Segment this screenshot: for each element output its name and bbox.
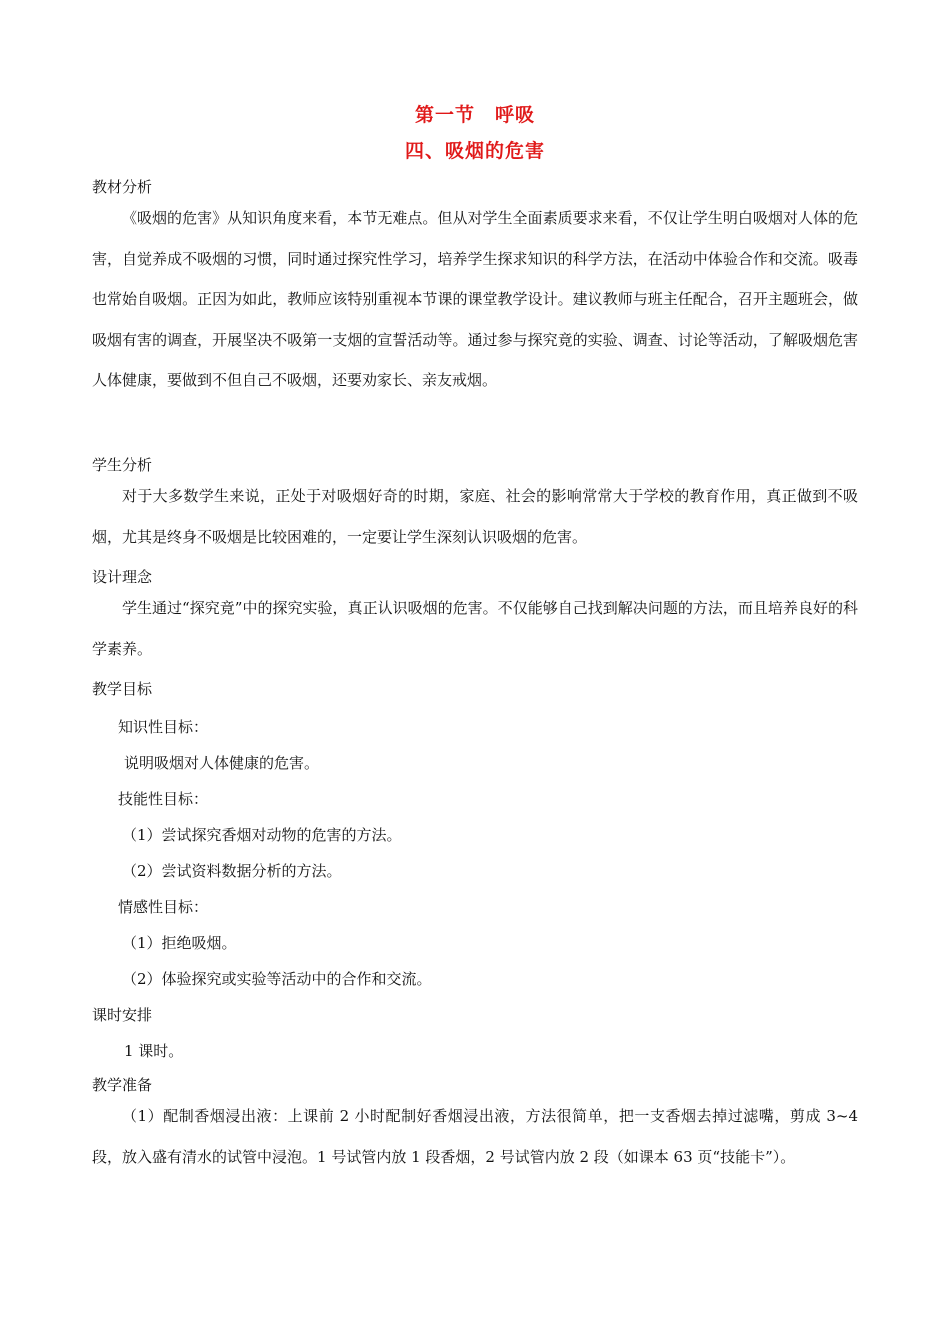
emotion-goal-item: （2）体验探究或实验等活动中的合作和交流。 <box>122 970 432 988</box>
schedule-heading: 课时安排 <box>92 1006 153 1024</box>
material-paragraph: 《吸烟的危害》从知识角度来看，本节无难点。但从对学生全面素质要求来看，不仅让学生明白吸烟对人体的危害，自觉养成不吸烟的习惯，同时通过探究性学习，培养学生探求知识的科学方法，在活动中体验合作和交流。吸毒也常始自吸烟。正因为如此，教师应该特别重视本节课的课堂教学设计。建议教师与班主任配合，召开主题班会，做吸烟有害的调查，开展坚决不吸第一支烟的宣誓活动等。通过参与探究竟的实验、调查、讨论等活动，了解吸烟危害人体健康，要做到不但自己不吸烟，还要劝家长、亲友戒烟。 <box>92 209 858 389</box>
student-heading: 学生分析 <box>92 456 153 474</box>
design-paragraph: 学生通过“探究竟”中的探究实验，真正认识吸烟的危害。不仅能够自己找到解决问题的方法，而且培养良好的科学素养。 <box>92 599 858 658</box>
knowledge-goal-label: 知识性目标： <box>118 718 209 736</box>
goals-heading: 教学目标 <box>92 680 153 698</box>
material-heading: 教材分析 <box>92 178 153 196</box>
emotion-goal-label: 情感性目标： <box>118 898 209 916</box>
knowledge-goal-item: 说明吸烟对人体健康的危害。 <box>124 754 320 772</box>
prep-heading: 教学准备 <box>92 1076 153 1094</box>
schedule-text: 1 课时。 <box>124 1042 184 1060</box>
section-title: 四、吸烟的危害 <box>404 140 545 162</box>
emotion-goal-item: （1）拒绝吸烟。 <box>122 934 237 952</box>
skill-goal-label: 技能性目标： <box>118 790 209 808</box>
prep-paragraph: （1）配制香烟浸出液：上课前 2 小时配制好香烟浸出液，方法很简单，把一支香烟去掉过滤嘴，剪成 3~4 段，放入盛有清水的试管中浸泡。1 号试管内放 1 段香烟，2 号试管内放 2 段（如课本 63 页“技能卡”）。 <box>92 1107 858 1166</box>
skill-goal-item: （2）尝试资料数据分析的方法。 <box>122 862 342 880</box>
student-paragraph: 对于大多数学生来说，正处于对吸烟好奇的时期，家庭、社会的影响常常大于学校的教育作用，真正做到不吸烟，尤其是终身不吸烟是比较困难的，一定要让学生深刻认识吸烟的危害。 <box>92 487 858 546</box>
skill-goal-item: （1）尝试探究香烟对动物的危害的方法。 <box>122 826 402 844</box>
chapter-title: 第一节 呼吸 <box>414 104 535 126</box>
design-heading: 设计理念 <box>92 568 153 586</box>
